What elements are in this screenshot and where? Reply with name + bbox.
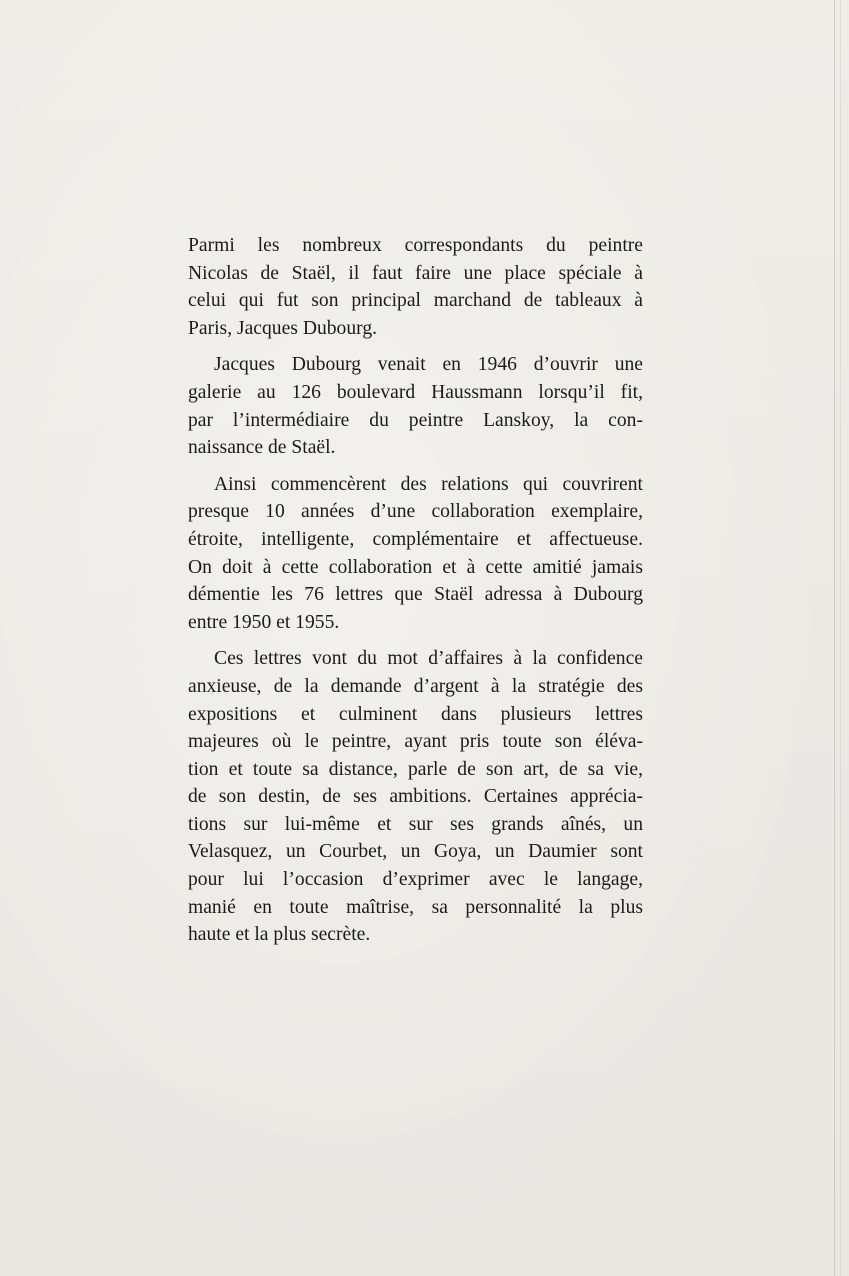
text-line: Jacques Dubourg venait en 1946 d’ouvrir une xyxy=(214,354,643,376)
text-line: tions sur lui-même et sur ses grands aînés, un xyxy=(188,813,643,835)
page-edge-line-outer xyxy=(840,0,841,1276)
paragraph-1 xyxy=(188,232,643,342)
text-line: Ainsi commencèrent des relations qui couvrirent xyxy=(214,473,643,495)
text-line: de son destin, de ses ambitions. Certaines apprécia- xyxy=(188,786,643,808)
page-edge-line xyxy=(834,0,835,1276)
paragraph-2 xyxy=(188,351,643,461)
paragraph-3 xyxy=(188,471,643,637)
text-line: expositions et culminent dans plusieurs lettres xyxy=(188,703,643,725)
text-line: Velasquez, un Courbet, un Goya, un Daumier sont xyxy=(188,841,643,863)
text-line: tion et toute sa distance, parle de son art, de sa vie, xyxy=(188,758,643,780)
text-line: Paris, Jacques Dubourg. xyxy=(188,317,378,339)
text-line: On doit à cette collaboration et à cette amitié jamais xyxy=(188,556,643,578)
text-line: anxieuse, de la demande d’argent à la stratégie des xyxy=(188,675,643,697)
text-line: par l’intermédiaire du peintre Lanskoy, la con- xyxy=(188,409,643,431)
paragraph-4 xyxy=(188,645,643,949)
text-line: naissance de Staël. xyxy=(188,437,336,459)
text-line: démentie les 76 lettres que Staël adressa à Dubourg xyxy=(188,584,643,606)
text-line: celui qui fut son principal marchand de tableaux à xyxy=(188,290,643,312)
text-line: manié en toute maîtrise, sa personnalité la plus xyxy=(188,896,643,918)
text-line: Parmi les nombreux correspondants du peintre xyxy=(188,235,643,256)
text-line: presque 10 années d’une collaboration exemplaire, xyxy=(188,501,643,523)
body-text xyxy=(188,232,643,958)
text-line: haute et la plus secrète. xyxy=(188,924,371,946)
text-line: étroite, intelligente, complémentaire et affectueuse. xyxy=(188,528,643,550)
text-line: majeures où le peintre, ayant pris toute son éléva- xyxy=(188,731,643,753)
text-line: Ces lettres vont du mot d’affaires à la confidence xyxy=(214,648,643,670)
text-line: entre 1950 et 1955. xyxy=(188,611,340,633)
text-line: pour lui l’occasion d’exprimer avec le langage, xyxy=(188,869,643,891)
text-line: Nicolas de Staël, il faut faire une place spéciale à xyxy=(188,262,643,284)
text-line: galerie au 126 boulevard Haussmann lorsqu’il fit, xyxy=(188,381,643,403)
